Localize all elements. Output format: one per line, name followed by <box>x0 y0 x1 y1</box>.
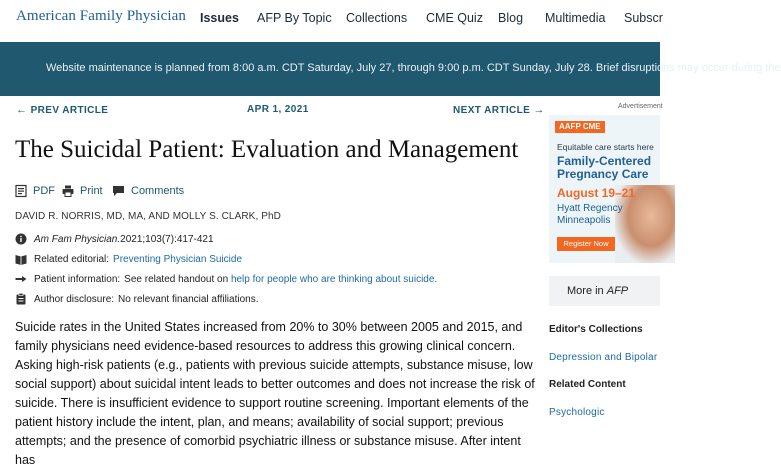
related-editorial-label: Related editorial: <box>34 253 110 265</box>
ad-headline-line-1: Family-Centered <box>557 154 652 168</box>
nav-cme-quiz[interactable]: CME Quiz <box>426 11 483 25</box>
top-navigation <box>0 0 663 36</box>
maintenance-banner-text: Website maintenance is planned from 8:00 a.m. CDT Saturday, July 27, through 9:00 p.m. CDT Sunday, July 28. Brief disruptions may occur during the <box>46 62 781 74</box>
author-disclosure-label: Author disclosure: <box>34 293 115 305</box>
advertisement-label: Advertisement <box>618 103 663 110</box>
author-disclosure-text: No relevant financial affiliations. <box>118 293 259 305</box>
comments-button[interactable] <box>112 184 184 198</box>
ad-tagline: Equitable care starts here <box>557 142 654 152</box>
ad-badge: AAFP CME <box>555 121 605 133</box>
ad-venue <box>557 203 623 227</box>
comment-icon <box>112 185 125 197</box>
nav-issues[interactable]: Issues <box>200 11 239 25</box>
nav-afp-by-topic[interactable]: AFP By Topic <box>257 11 332 25</box>
issue-date: APR 1, 2021 <box>247 104 309 115</box>
ad-venue-line-2: Minneapolis <box>557 215 611 226</box>
book-icon <box>15 253 27 265</box>
advertisement-banner[interactable] <box>549 115 660 263</box>
patient-information-text: See related handout on <box>124 273 231 285</box>
related-editorial-link[interactable]: Preventing Physician Suicide <box>113 253 243 265</box>
print-label: Print <box>80 185 103 197</box>
printer-icon <box>62 185 74 197</box>
prev-article-link[interactable] <box>16 104 108 116</box>
nav-subscribe[interactable]: Subscr <box>624 11 663 25</box>
nav-collections[interactable]: Collections <box>346 11 408 25</box>
ad-register-button[interactable]: Register Now <box>557 237 615 251</box>
pdf-label: PDF <box>33 185 55 197</box>
more-in-afp-label <box>567 285 628 297</box>
next-article-link[interactable] <box>453 104 545 116</box>
next-article-label: NEXT ARTICLE <box>453 105 531 116</box>
info-icon <box>15 233 27 245</box>
print-button[interactable] <box>62 184 103 198</box>
arrow-left-icon: ← <box>16 104 28 116</box>
related-content-heading: Related Content <box>549 379 626 390</box>
author-disclosure-row <box>15 292 259 306</box>
related-content-link[interactable]: Psychologic <box>549 407 605 418</box>
prev-article-label: PREV ARTICLE <box>30 105 109 116</box>
citation-journal: Am Fam Physician. <box>34 233 121 245</box>
nav-multimedia[interactable]: Multimedia <box>545 11 606 25</box>
patient-handout-link[interactable]: help for people who are thinking about suicide. <box>230 273 438 285</box>
editors-collection-link[interactable]: Depression and Bipolar <box>549 352 658 363</box>
more-in-afp-box[interactable] <box>549 276 660 306</box>
ad-venue-line-1: Hyatt Regency <box>557 203 623 214</box>
patient-information-label: Patient information: <box>34 273 121 285</box>
article-title: The Suicidal Patient: Evaluation and Management <box>15 136 519 163</box>
site-logo[interactable]: American Family Physician <box>16 8 186 24</box>
arrow-right-icon: → <box>533 104 545 116</box>
patient-information-row <box>15 272 437 286</box>
article-authors: DAVID R. NORRIS, MD, MA, AND MOLLY S. CLARK, PhD <box>15 211 281 222</box>
comments-label: Comments <box>131 185 185 197</box>
pdf-icon <box>15 185 27 197</box>
maintenance-banner <box>0 42 781 96</box>
ad-headline-line-2: Pregnancy Care <box>557 167 649 181</box>
ad-headline <box>557 155 651 181</box>
pdf-button[interactable] <box>15 184 55 198</box>
related-editorial-row <box>15 252 242 266</box>
more-in-prefix: More in <box>567 285 607 297</box>
citation-row <box>15 232 214 246</box>
article-abstract: Suicide rates in the United States increased from 20% to 30% between 2005 and 2015, and family physicians need evidence-based resources to address this growing clinical concern. Asking high-risk patients (e.g., patients with previous suicide attempts, substance misuse, low social support) about suicidal intent leads to better outcomes and does not increase the risk of suicide. There is insufficient evidence to support routine screening. Important elements of the patient history include the intent, plan, and means; availability of social support; previous attempts; and the presence of comorbid psychiatric illness or substance misuse. After intent has <box>15 320 535 467</box>
hand-pointer-icon <box>15 273 27 285</box>
nav-blog[interactable]: Blog <box>498 11 524 25</box>
ad-date: August 19–21 <box>557 186 636 200</box>
editors-collections-heading: Editor's Collections <box>549 324 643 335</box>
citation-details: 2021;103(7):417-421 <box>120 233 214 245</box>
more-in-journal: AFP <box>606 285 629 297</box>
clipboard-icon <box>15 293 27 305</box>
